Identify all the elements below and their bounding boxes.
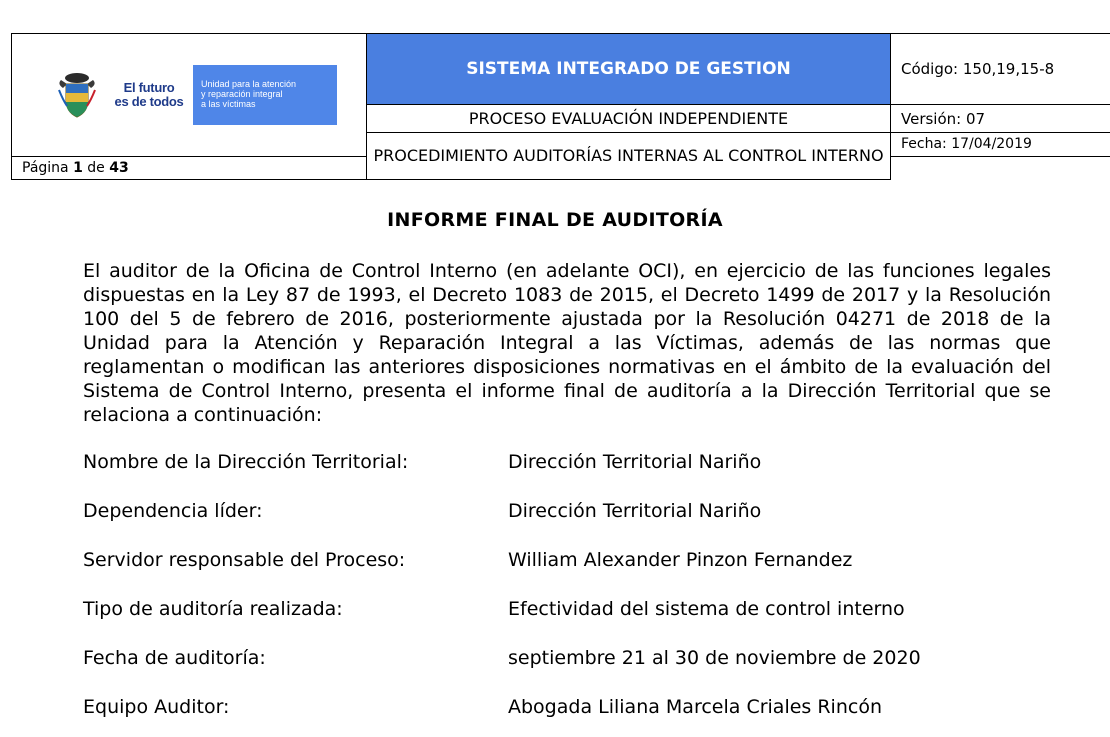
info-label: Dependencia líder:	[83, 500, 263, 522]
info-row-audit-type	[83, 598, 1043, 624]
system-title: SISTEMA INTEGRADO DE GESTION	[367, 34, 891, 105]
unit-line-3: a las víctimas	[201, 98, 256, 109]
info-value: William Alexander Pinzon Fernandez	[508, 549, 853, 571]
info-value: Dirección Territorial Nariño	[508, 451, 762, 473]
info-value: Dirección Territorial Nariño	[508, 500, 762, 522]
slogan-line-1: El futuro	[123, 79, 175, 95]
info-row-territorial-name	[83, 451, 1043, 477]
slogan-text	[97, 65, 193, 125]
document-version: Versión: 07	[891, 105, 1110, 133]
info-row-lead-dependency	[83, 500, 1043, 526]
entity-logo	[51, 65, 337, 125]
intro-paragraph: El auditor de la Oficina de Control Interno (en adelante OCI), en ejercicio de las funciones legales dispuestas en la Ley 87 de 1993, el Decreto 1083 de 2015, el Decreto 1499 de 2017 y la Resolución 100 del 5 de febrero de 2016, posteriormente ajustada por la Resolución 04271 de 2018 de la Unidad para la Atención y Reparación Integral a las Víctimas, además de las normas que reglamentan o modifican las anteriores disposiciones normativas en el ámbito de la evaluación del Sistema de Control Interno, presenta el informe final de auditoría a la Dirección Territorial que se relaciona a continuación:	[83, 260, 1051, 426]
procedure-name: PROCEDIMIENTO AUDITORÍAS INTERNAS AL CONTROL INTERNO	[367, 133, 891, 180]
unit-line-2: y reparación integral	[201, 88, 283, 99]
coat-of-arms-icon	[57, 70, 97, 120]
slogan-line-2: es de todos	[114, 93, 184, 109]
unit-name-banner	[193, 65, 337, 125]
info-row-audit-team	[83, 696, 1043, 722]
page-prefix: Página	[22, 159, 74, 176]
document-header-table	[11, 33, 1110, 180]
info-value: Abogada Liliana Marcela Criales Rincón	[508, 696, 882, 718]
info-row-audit-date	[83, 647, 1043, 673]
page-current: 1	[73, 159, 83, 176]
info-label: Servidor responsable del Proceso:	[83, 549, 406, 571]
info-label: Fecha de auditoría:	[83, 647, 266, 669]
info-label: Tipo de auditoría realizada:	[83, 598, 343, 620]
page-total: 43	[109, 159, 129, 176]
info-label: Nombre de la Dirección Territorial:	[83, 451, 409, 473]
document-title: INFORME FINAL DE AUDITORÍA	[387, 209, 723, 231]
document-code: Código: 150,19,15-8	[891, 34, 1110, 105]
info-row-process-owner	[83, 549, 1043, 575]
info-label: Equipo Auditor:	[83, 696, 230, 718]
logo-cell	[12, 34, 367, 157]
page-number	[12, 156, 367, 180]
document-date: Fecha: 17/04/2019	[891, 133, 1110, 157]
unit-line-1: Unidad para la atención	[201, 78, 297, 89]
info-value: Efectividad del sistema de control interno	[508, 598, 905, 620]
page-of: de	[82, 159, 110, 176]
process-name: PROCESO EVALUACIÓN INDEPENDIENTE	[367, 105, 891, 133]
info-value: septiembre 21 al 30 de noviembre de 2020	[508, 647, 921, 669]
